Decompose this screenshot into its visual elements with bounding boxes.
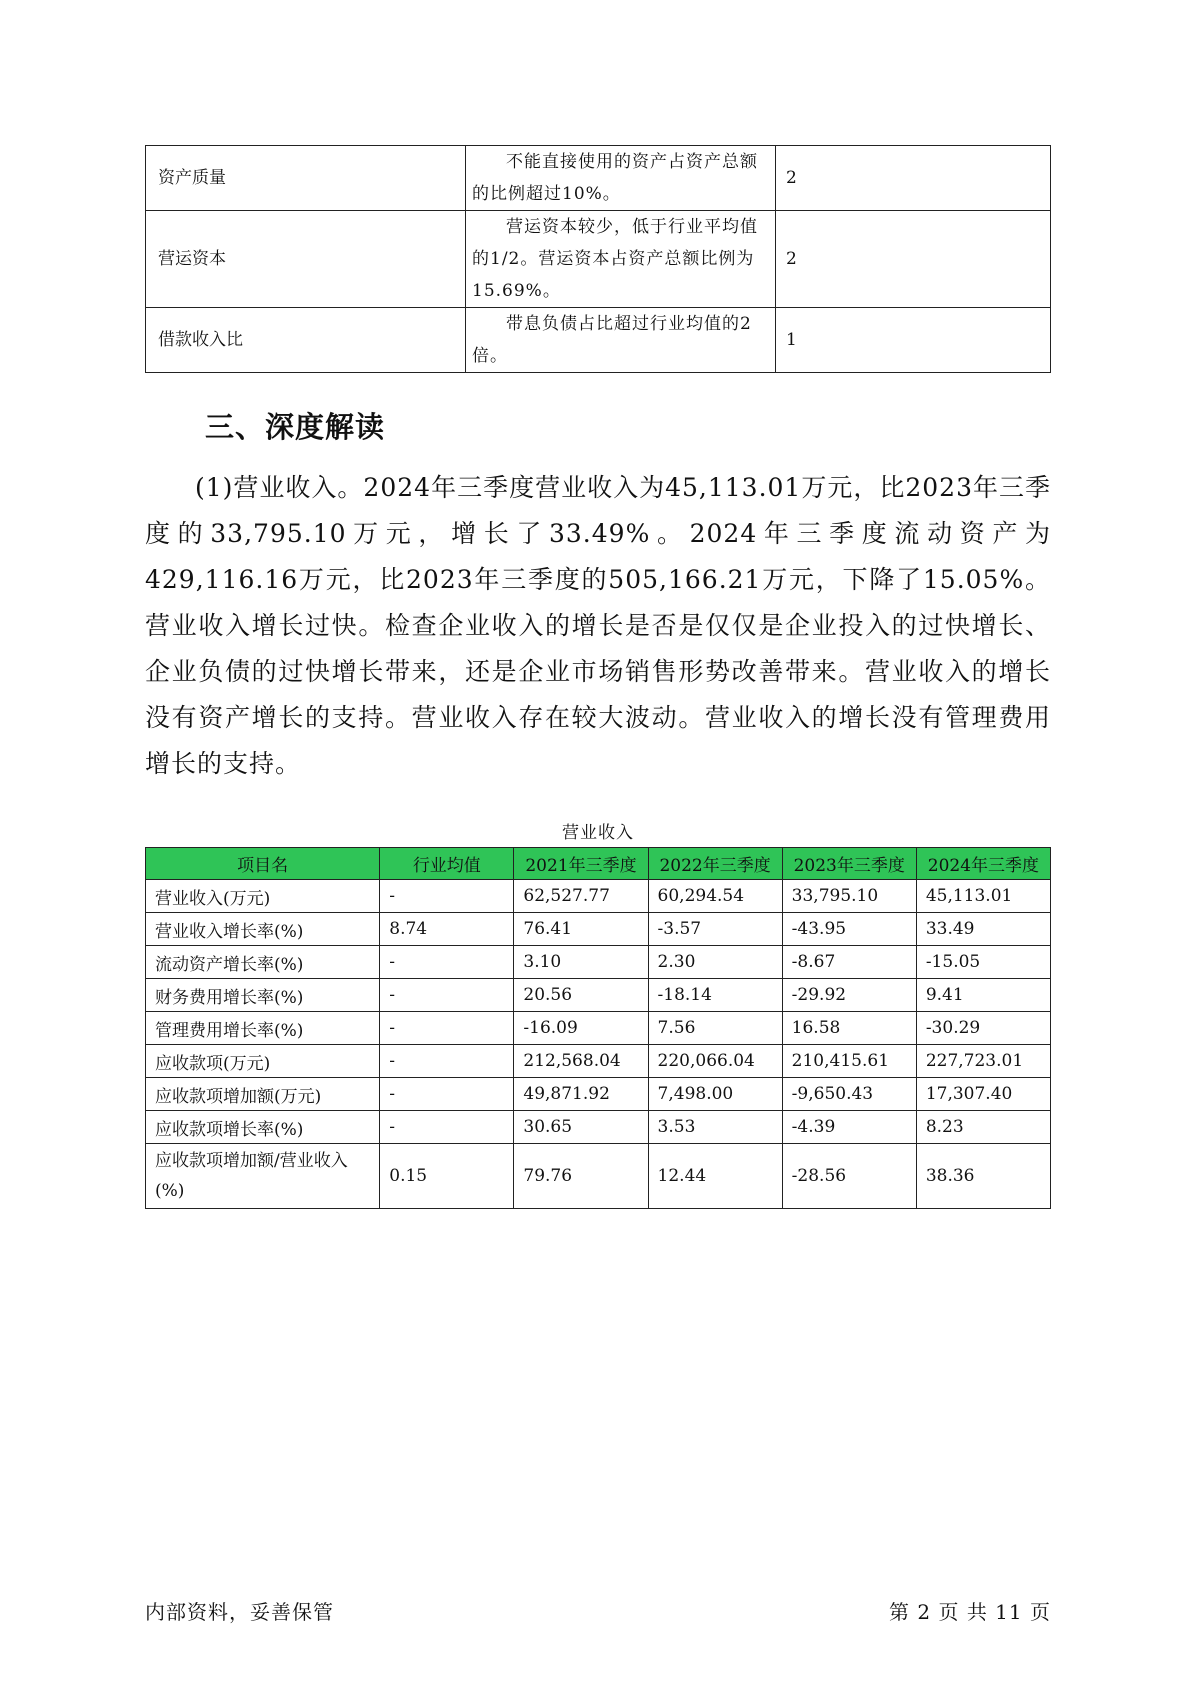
table-cell: -29.92 <box>782 979 916 1012</box>
table-cell: 38.36 <box>916 1144 1050 1209</box>
table-cell: - <box>380 1111 514 1144</box>
row-label: 应收款项(万元) <box>146 1045 380 1078</box>
table-cell: 62,527.77 <box>514 880 648 913</box>
table-cell: 2.30 <box>648 946 782 979</box>
table-row <box>146 1144 1051 1209</box>
table-cell: -16.09 <box>514 1012 648 1045</box>
row-label: 营业收入增长率(%) <box>146 913 380 946</box>
table-cell: -8.67 <box>782 946 916 979</box>
indicator-description: 不能直接使用的资产占资产总额的比例超过10%。 <box>466 146 776 211</box>
table-cell: 79.76 <box>514 1144 648 1209</box>
table-cell: 220,066.04 <box>648 1045 782 1078</box>
table-cell: 227,723.01 <box>916 1045 1050 1078</box>
row-label: 流动资产增长率(%) <box>146 946 380 979</box>
table-cell: - <box>380 946 514 979</box>
table-cell: -4.39 <box>782 1111 916 1144</box>
row-label: 应收款项增长率(%) <box>146 1111 380 1144</box>
indicator-score: 2 <box>776 211 1051 308</box>
header-item-name: 项目名 <box>146 848 380 880</box>
header-2024-q3: 2024年三季度 <box>916 848 1050 880</box>
header-industry-average: 行业均值 <box>380 848 514 880</box>
table-row <box>146 913 1051 946</box>
table-cell: 16.58 <box>782 1012 916 1045</box>
table-cell: 12.44 <box>648 1144 782 1209</box>
table-cell: 7.56 <box>648 1012 782 1045</box>
table-row <box>146 308 1051 373</box>
table-cell: 60,294.54 <box>648 880 782 913</box>
indicator-name: 借款收入比 <box>146 308 466 373</box>
table-cell: 9.41 <box>916 979 1050 1012</box>
table-cell: 76.41 <box>514 913 648 946</box>
table-row <box>146 1045 1051 1078</box>
footer-confidential-note: 内部资料，妥善保管 <box>145 1600 334 1624</box>
table-cell: -28.56 <box>782 1144 916 1209</box>
indicator-score: 2 <box>776 146 1051 211</box>
table-header-row <box>146 848 1051 880</box>
table-row <box>146 211 1051 308</box>
row-label: 应收款项增加额(万元) <box>146 1078 380 1111</box>
table-cell: 45,113.01 <box>916 880 1050 913</box>
revenue-table <box>145 847 1051 1209</box>
header-2023-q3: 2023年三季度 <box>782 848 916 880</box>
table-cell: - <box>380 979 514 1012</box>
table-cell: 3.53 <box>648 1111 782 1144</box>
table-cell: 20.56 <box>514 979 648 1012</box>
risk-indicator-table <box>145 145 1051 373</box>
table-cell: -43.95 <box>782 913 916 946</box>
table-cell: 0.15 <box>380 1144 514 1209</box>
indicator-description: 带息负债占比超过行业均值的2倍。 <box>466 308 776 373</box>
row-label: 财务费用增长率(%) <box>146 979 380 1012</box>
table-cell: 33,795.10 <box>782 880 916 913</box>
footer-page-number: 第 2 页 共 11 页 <box>889 1600 1051 1624</box>
table-cell: 8.23 <box>916 1111 1050 1144</box>
table-cell: 33.49 <box>916 913 1050 946</box>
table-cell: 17,307.40 <box>916 1078 1050 1111</box>
analysis-paragraph: (1)营业收入。2024年三季度营业收入为45,113.01万元，比2023年三季度的33,795.10万元，增长了33.49%。2024年三季度流动资产为429,116.16万元，比2023年三季度的505,166.21万元，下降了15.05%。营业收入增长过快。检查企业收入的增长是否是仅仅是企业投入的过快增长、企业负债的过快增长带来，还是企业市场销售形势改善带来。营业收入的增长没有资产增长的支持。营业收入存在较大波动。营业收入的增长没有管理费用增长的支持。 <box>145 473 1051 778</box>
table-cell: 210,415.61 <box>782 1045 916 1078</box>
section-title: 三、深度解读 <box>205 410 386 444</box>
table-cell: 7,498.00 <box>648 1078 782 1111</box>
table-cell: 212,568.04 <box>514 1045 648 1078</box>
table-cell: - <box>380 1012 514 1045</box>
table-cell: - <box>380 880 514 913</box>
indicator-name: 资产质量 <box>146 146 466 211</box>
table-cell: 30.65 <box>514 1111 648 1144</box>
table-cell: 8.74 <box>380 913 514 946</box>
table-cell: - <box>380 1078 514 1111</box>
table-row <box>146 979 1051 1012</box>
table-row <box>146 1078 1051 1111</box>
table-row <box>146 1012 1051 1045</box>
table-cell: 49,871.92 <box>514 1078 648 1111</box>
table-cell: 3.10 <box>514 946 648 979</box>
row-label: 营业收入(万元) <box>146 880 380 913</box>
table-cell: -18.14 <box>648 979 782 1012</box>
row-label: 应收款项增加额/营业收入(%) <box>146 1144 380 1209</box>
table-cell: -15.05 <box>916 946 1050 979</box>
indicator-score: 1 <box>776 308 1051 373</box>
table-row <box>146 1111 1051 1144</box>
indicator-description: 营运资本较少，低于行业平均值的1/2。营运资本占资产总额比例为15.69%。 <box>466 211 776 308</box>
table-cell: -9,650.43 <box>782 1078 916 1111</box>
header-2021-q3: 2021年三季度 <box>514 848 648 880</box>
table-row <box>146 946 1051 979</box>
table-row <box>146 880 1051 913</box>
table-cell: - <box>380 1045 514 1078</box>
table-cell: -30.29 <box>916 1012 1050 1045</box>
row-label: 管理费用增长率(%) <box>146 1012 380 1045</box>
header-2022-q3: 2022年三季度 <box>648 848 782 880</box>
table-caption: 营业收入 <box>562 823 634 843</box>
table-cell: -3.57 <box>648 913 782 946</box>
indicator-name: 营运资本 <box>146 211 466 308</box>
table-row <box>146 146 1051 211</box>
